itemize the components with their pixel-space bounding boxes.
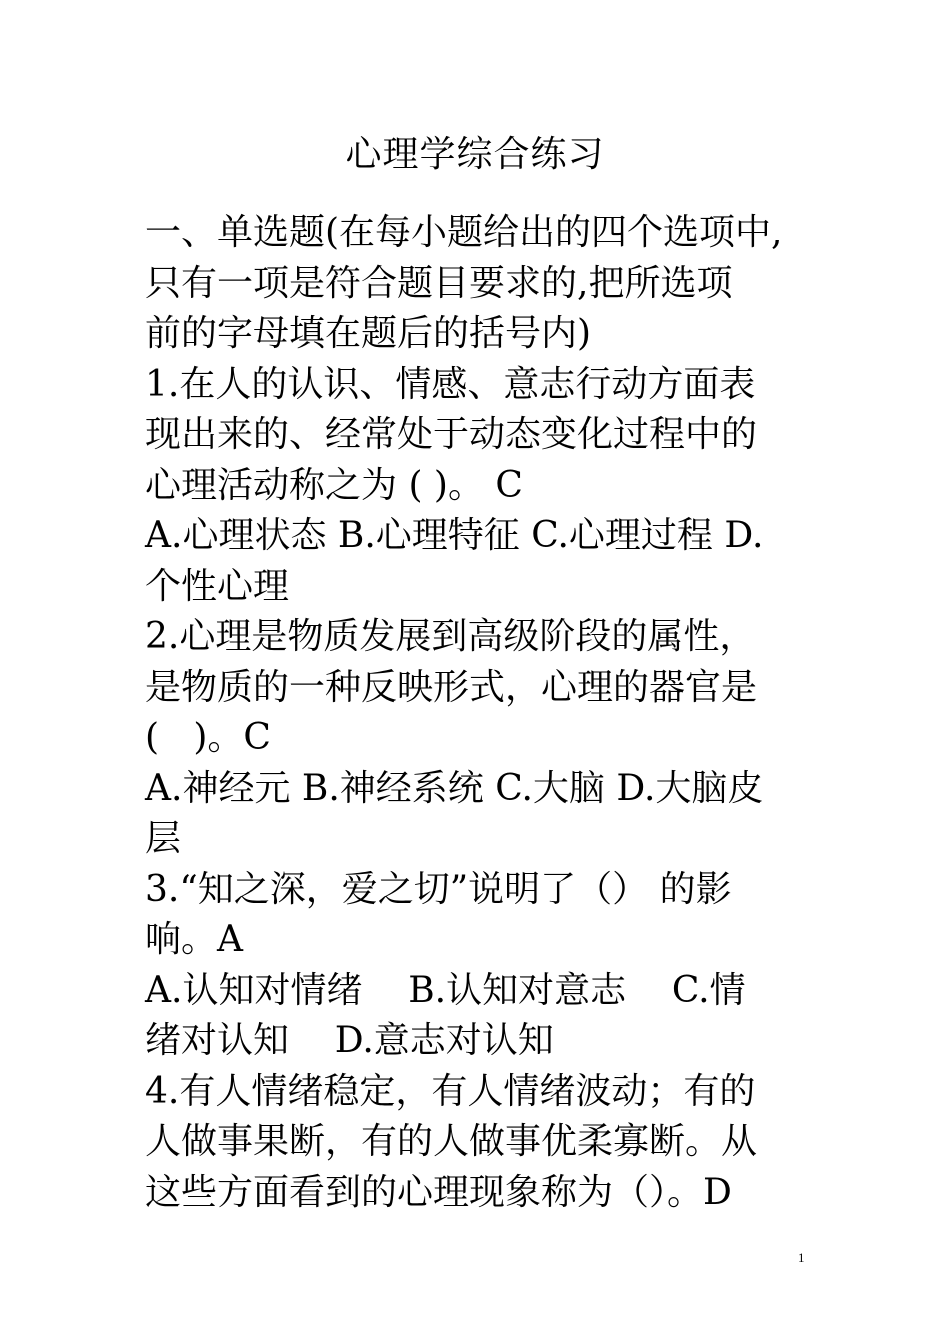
question-1-options-line-2: 个性心理 — [145, 565, 290, 607]
question-3-options-line-2: 绪对认知 D.意志对认知 — [145, 1020, 554, 1061]
question-1-line-2: 现出来的、经常处于动态变化过程中的 — [145, 414, 758, 455]
question-3-line-2: 响。A — [145, 919, 243, 960]
question-4-line-1: 4.有人情绪稳定，有人情绪波动；有的 — [145, 1070, 756, 1112]
section-heading-line-2: 只有一项是符合题目要求的,把所选项 — [145, 262, 733, 304]
question-3-line-1: 3.“知之深，爱之切”说明了（） 的影 — [145, 868, 732, 910]
section-heading-line-3: 前的字母填在题后的括号内) — [145, 313, 592, 354]
question-2-line-3: ( )。C — [145, 717, 271, 758]
question-1-options-line-1: A.心理状态 B.心理特征 C.心理过程 D. — [145, 515, 764, 556]
question-3-options-line-1: A.认知对情绪 B.认知对意志 C.情 — [145, 969, 746, 1011]
document-body — [145, 208, 815, 1218]
document-title: 心理学综合练习 — [345, 134, 605, 175]
page-number: 1 — [798, 1250, 805, 1265]
question-1-line-3: 心理活动称之为 ( )。 C — [145, 464, 523, 506]
section-heading-line-1: 一、单选题(在每小题给出的四个选项中, — [145, 212, 783, 253]
question-4-line-2: 人做事果断，有的人做事优柔寡断。从 — [145, 1121, 758, 1162]
question-2-line-1: 2.心理是物质发展到高级阶段的属性， — [145, 616, 756, 657]
question-1-line-1: 1.在人的认识、情感、意志行动方面表 — [145, 363, 756, 405]
question-4-line-3: 这些方面看到的心理现象称为（）。D — [145, 1171, 732, 1213]
question-2-options-line-1: A.神经元 B.神经系统 C.大脑 D.大脑皮 — [145, 767, 764, 809]
question-2-options-line-2: 层 — [145, 818, 182, 859]
question-2-line-2: 是物质的一种反映形式，心理的器官是 — [145, 666, 758, 708]
